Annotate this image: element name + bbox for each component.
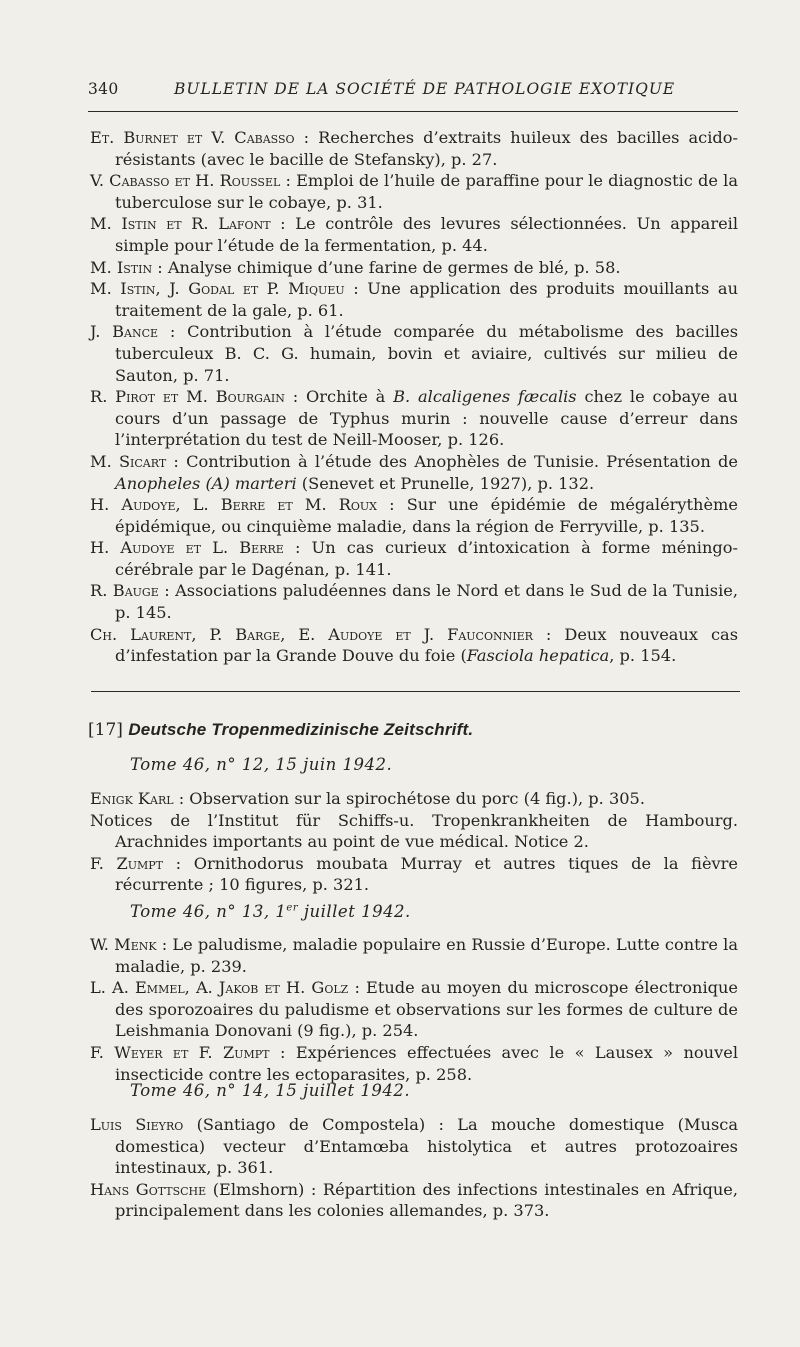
entry-text: : Le paludisme, maladie populaire en Russie d’Europe. Lutte contre la maladie, p. 239. <box>115 935 738 976</box>
entry-text: Notices de l’Institut für Schiffs-u. Tropenkrankheiten de Hambourg. Arachnides importants au point de vue médical. Notice 2. <box>90 810 738 852</box>
list-item <box>90 853 738 896</box>
entry-author: Hans Gottsche <box>90 1179 207 1199</box>
list-item <box>90 537 738 580</box>
issue-label: Tome 46, n° 12, 15 juin 1942. <box>130 755 393 774</box>
issue-label-sup: er <box>286 902 299 914</box>
issue-label: juillet 1942. <box>298 902 411 921</box>
entry-text: : Recherches d’extraits huileux des bacilles acido-résistants (avec le bacille de Stefansky), p. 27. <box>115 128 738 169</box>
list-item <box>90 278 738 321</box>
issue-heading <box>130 902 411 921</box>
entry-author: Luis Sieyro <box>90 1115 184 1134</box>
entry-text: : Orchite à <box>284 387 394 407</box>
entry-author: M. Istin, J. Godal et P. Miqueu <box>90 279 345 299</box>
list-item <box>90 170 738 213</box>
list-item <box>90 788 738 810</box>
entry-text: : Un cas curieux d’intoxication à forme méningo-cérébrale par le Dagénan, p. 141. <box>115 538 738 579</box>
entry-text: , p. 154. <box>609 646 677 666</box>
entry-species: Anopheles (A) marteri <box>115 473 297 493</box>
list-item <box>90 934 738 977</box>
entry-author: M. Sicart <box>90 451 167 471</box>
entry-text: : Une application des produits mouillants au traitement de la gale, p. 61. <box>115 279 738 320</box>
entry-text: (Santiago de Compostela) : La mouche domestique (Musca domestica) vecteur d’Entamœba histolytica et autres protozoaires intestinaux, p. 361. <box>115 1115 738 1178</box>
header-rule <box>88 111 738 112</box>
entry-author: H. Audoye, L. Berre et M. Roux <box>90 495 378 515</box>
list-item <box>90 386 738 451</box>
entry-text: (Elmshorn) : Répartition des infections intestinales en Afrique, principalement dans les colonies allemandes, p. 373. <box>115 1179 738 1221</box>
section-number: [17] <box>88 720 123 740</box>
list-item <box>90 977 738 1042</box>
issue-label: Tome 46, n° 14, 15 juillet 1942. <box>130 1081 411 1100</box>
issue-heading <box>130 755 392 774</box>
entry-author: J. Bance <box>90 322 159 342</box>
list-item <box>90 213 738 256</box>
section-heading <box>88 720 748 740</box>
entry-text: (Senevet et Prunelle, 1927), p. 132. <box>296 473 595 493</box>
entry-text: : Le contrôle des levures sélectionnées. Un appareil simple pour l’étude de la fermentation, p. 44. <box>115 214 738 255</box>
list-item <box>90 810 738 853</box>
section-title: Deutsche Tropenmedizinische Zeitschrift. <box>128 720 474 739</box>
entry-author: R. Bauge <box>90 581 159 601</box>
entry-author: H. Audoye et L. Berre <box>90 538 284 558</box>
entry-author: M. Istin <box>90 257 153 277</box>
issue-heading <box>130 1081 410 1100</box>
entry-author: Enigk Karl <box>90 789 174 808</box>
entry-text: : Contribution à l’étude comparée du métabolisme des bacilles tuberculeux B. C. G. humain, bovin et aviaire, cultivés sur milieu de Sauton, p. 71. <box>115 322 738 385</box>
list-item <box>90 321 738 386</box>
journal-title: BULLETIN DE LA SOCIÉTÉ DE PATHOLOGIE EXOTIQUE <box>174 80 676 98</box>
bibliography-list-top <box>90 127 738 667</box>
list-item <box>90 1179 738 1222</box>
entry-text: : Contribution à l’étude des Anophèles de Tunisie. Présentation de <box>166 451 738 471</box>
entry-author: Ch. Laurent, P. Barge, E. Audoye et J. Fauconnier <box>90 624 533 644</box>
entry-text: chez le cobaye au cours d’un passage de Typhus murin : nouvelle cause d’erreur dans l’interprétation du test de Neill-Mooser, p. 126. <box>115 387 738 450</box>
issue-entries <box>90 934 738 1085</box>
entry-text: : Expériences effectuées avec le « Lausex » nouvel insecticide contre les ectoparasites, p. 258. <box>115 1042 739 1084</box>
entry-text: : Associations paludéennes dans le Nord et dans le Sud de la Tunisie, p. 145. <box>115 581 739 623</box>
entry-author: Et. Burnet et V. Cabasso <box>90 128 295 147</box>
entry-author: W. Menk <box>90 935 157 954</box>
page-number: 340 <box>88 80 119 98</box>
list-item <box>90 451 738 494</box>
list-item <box>90 127 738 170</box>
entry-author: R. Pirot et M. Bourgain <box>90 387 285 407</box>
section-divider <box>91 691 740 692</box>
entry-author: V. Cabasso et H. Roussel <box>90 171 281 191</box>
list-item <box>90 494 738 537</box>
entry-author: L. A. Emmel, A. Jakob et H. Golz <box>90 978 349 998</box>
entry-species: B. alcaligenes fæcalis <box>393 387 577 407</box>
list-item <box>90 1042 738 1085</box>
entry-author: F. Weyer et F. Zumpt <box>90 1042 270 1062</box>
entry-text: : Observation sur la spirochétose du porc (4 fig.), p. 305. <box>173 789 645 808</box>
entry-text: : Deux nouveaux cas d’infestation par la Grande Douve du foie ( <box>115 624 739 666</box>
list-item <box>90 257 738 279</box>
list-item <box>90 624 738 667</box>
entry-text: : Ornithodorus moubata Murray et autres tiques de la fièvre récurrente ; 10 figures, p. 321. <box>115 853 738 895</box>
issue-label: Tome 46, n° 13, 1 <box>130 902 287 921</box>
list-item <box>90 580 738 623</box>
entry-text: : Analyse chimique d’une farine de germes de blé, p. 58. <box>152 257 621 277</box>
entry-text: : Etude au moyen du microscope électronique des sporozoaires du paludisme et observations sur les formes de culture de Leishmania Donovani (9 fig.), p. 254. <box>115 978 738 1041</box>
entry-species: Fasciola hepatica <box>466 646 610 666</box>
entry-author: F. Zumpt <box>90 853 164 873</box>
entry-text: : Emploi de l’huile de paraffine pour le diagnostic de la tuberculose sur le cobaye, p. 31. <box>115 171 738 212</box>
issue-entries <box>90 788 738 896</box>
list-item <box>90 1114 738 1179</box>
entry-author: M. Istin et R. Lafont <box>90 214 271 234</box>
issue-entries <box>90 1114 738 1222</box>
entry-text: : Sur une épidémie de mégalérythème épidémique, ou cinquième maladie, dans la région de Ferryville, p. 135. <box>115 495 738 536</box>
